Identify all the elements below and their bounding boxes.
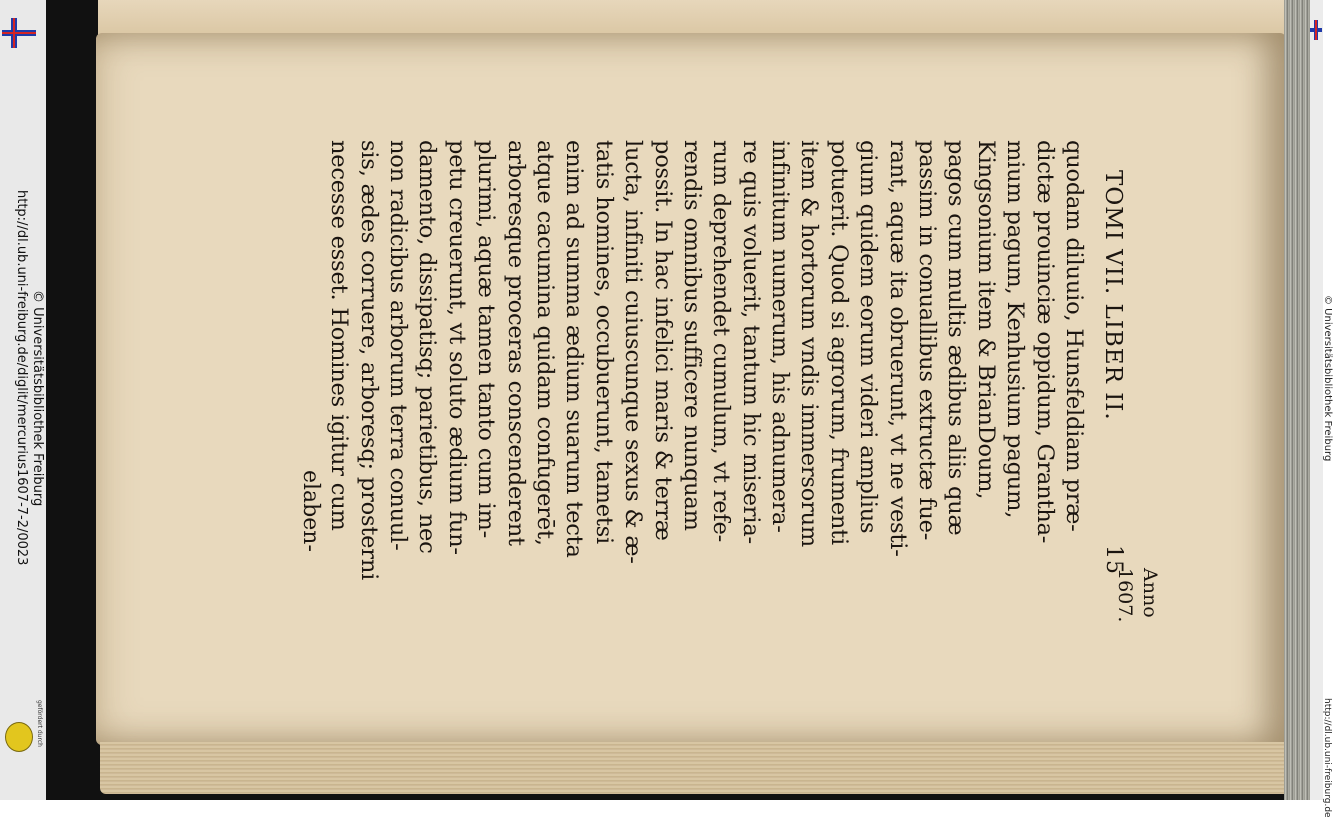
text-line: arboresque proceras conscenderent (502, 140, 529, 546)
text-line: petu creuerunt, vt soluto ædium fun- (443, 140, 470, 555)
book-fore-edge (1284, 0, 1310, 800)
margin-note-line: Anno (1139, 568, 1161, 618)
copyright-notice: © Universitätsbibliothek Freiburg (30, 290, 45, 507)
text-line: infinitum numerum, his adnumera- (767, 140, 794, 533)
running-head (1088, 140, 1132, 610)
text-line: damento, dissipatisq; parietibus, nec (414, 140, 441, 554)
text-line: rum deprehendet cumulum, vt refe- (708, 140, 735, 543)
text-line: tatis homines, occubuerunt, tametsi (590, 140, 617, 545)
text-line: gium quidem eorum videri amplius (855, 140, 882, 534)
left-viewer-strip (0, 0, 46, 800)
catchword: elaben- (297, 470, 323, 552)
text-line: possit. In hac infelici maris & terræ (649, 140, 676, 541)
text-line: enim ad summa ædium suarum tecta (561, 140, 588, 558)
text-line: non radicibus arborum terra conuul- (385, 140, 412, 551)
margin-note (1112, 568, 1162, 622)
text-line: item & hortorum vndis immersorum (796, 140, 823, 548)
right-viewer-strip (1310, 0, 1333, 818)
page-number: 15 (1101, 545, 1126, 575)
text-line: Kingsonium item & BrianDoum, (972, 140, 999, 500)
source-url-right[interactable]: http://dl.ub.uni-freiburg.de (1322, 698, 1332, 818)
text-line: atque cacumina quidam confugerēt, (531, 140, 558, 546)
copyright-notice-right: © Universitätsbibliothek Freiburg (1322, 295, 1333, 462)
text-line: passim in conuallibus extructæ fue- (914, 140, 941, 541)
margin-note-line: 1607. (1114, 568, 1136, 623)
page-edges (100, 742, 1290, 794)
source-url[interactable]: http://dl.ub.uni-freiburg.de/diglit/mercurius1607-7-2/0023 (14, 190, 29, 566)
text-line: mium pagum, Kenhusium pagum, (1002, 140, 1029, 519)
text-line: lucta, infiniti cuiuscunque sexus & æ- (620, 140, 647, 564)
text-line: quodam diluuio, Hunsfeldiam præ- (1061, 140, 1087, 532)
text-line: plurimi, aquæ tamen tanto cum im- (473, 140, 500, 539)
text-line: pagos cum multis ædibus aliis quæ (943, 140, 970, 536)
text-line: re quis voluerit, tantum hic miseria- (737, 140, 764, 544)
text-line: sis, ædes corruere, arboresq; prosterni (355, 140, 382, 581)
text-line: rendis omnibus sufficere nunquam (678, 140, 705, 531)
body-text (324, 140, 1088, 610)
text-line: rant, aquæ ita obruerunt, vt ne vesti- (884, 140, 911, 557)
running-head-title: TOMI VII. LIBER II. (1100, 170, 1126, 421)
funded-by-label: gefördert durch (36, 700, 43, 747)
funder-seal-icon (5, 722, 33, 752)
flag-logo-icon (1310, 20, 1322, 40)
flag-logo-icon (2, 18, 36, 48)
text-line: necesse esset. Homines igitur cum (326, 140, 353, 531)
page-text-block (296, 140, 1132, 610)
text-line: potuerit. Quod si agrorum, frumenti (825, 140, 852, 545)
text-line: dictæ prouinciæ oppidum, Grantha- (1031, 140, 1058, 544)
